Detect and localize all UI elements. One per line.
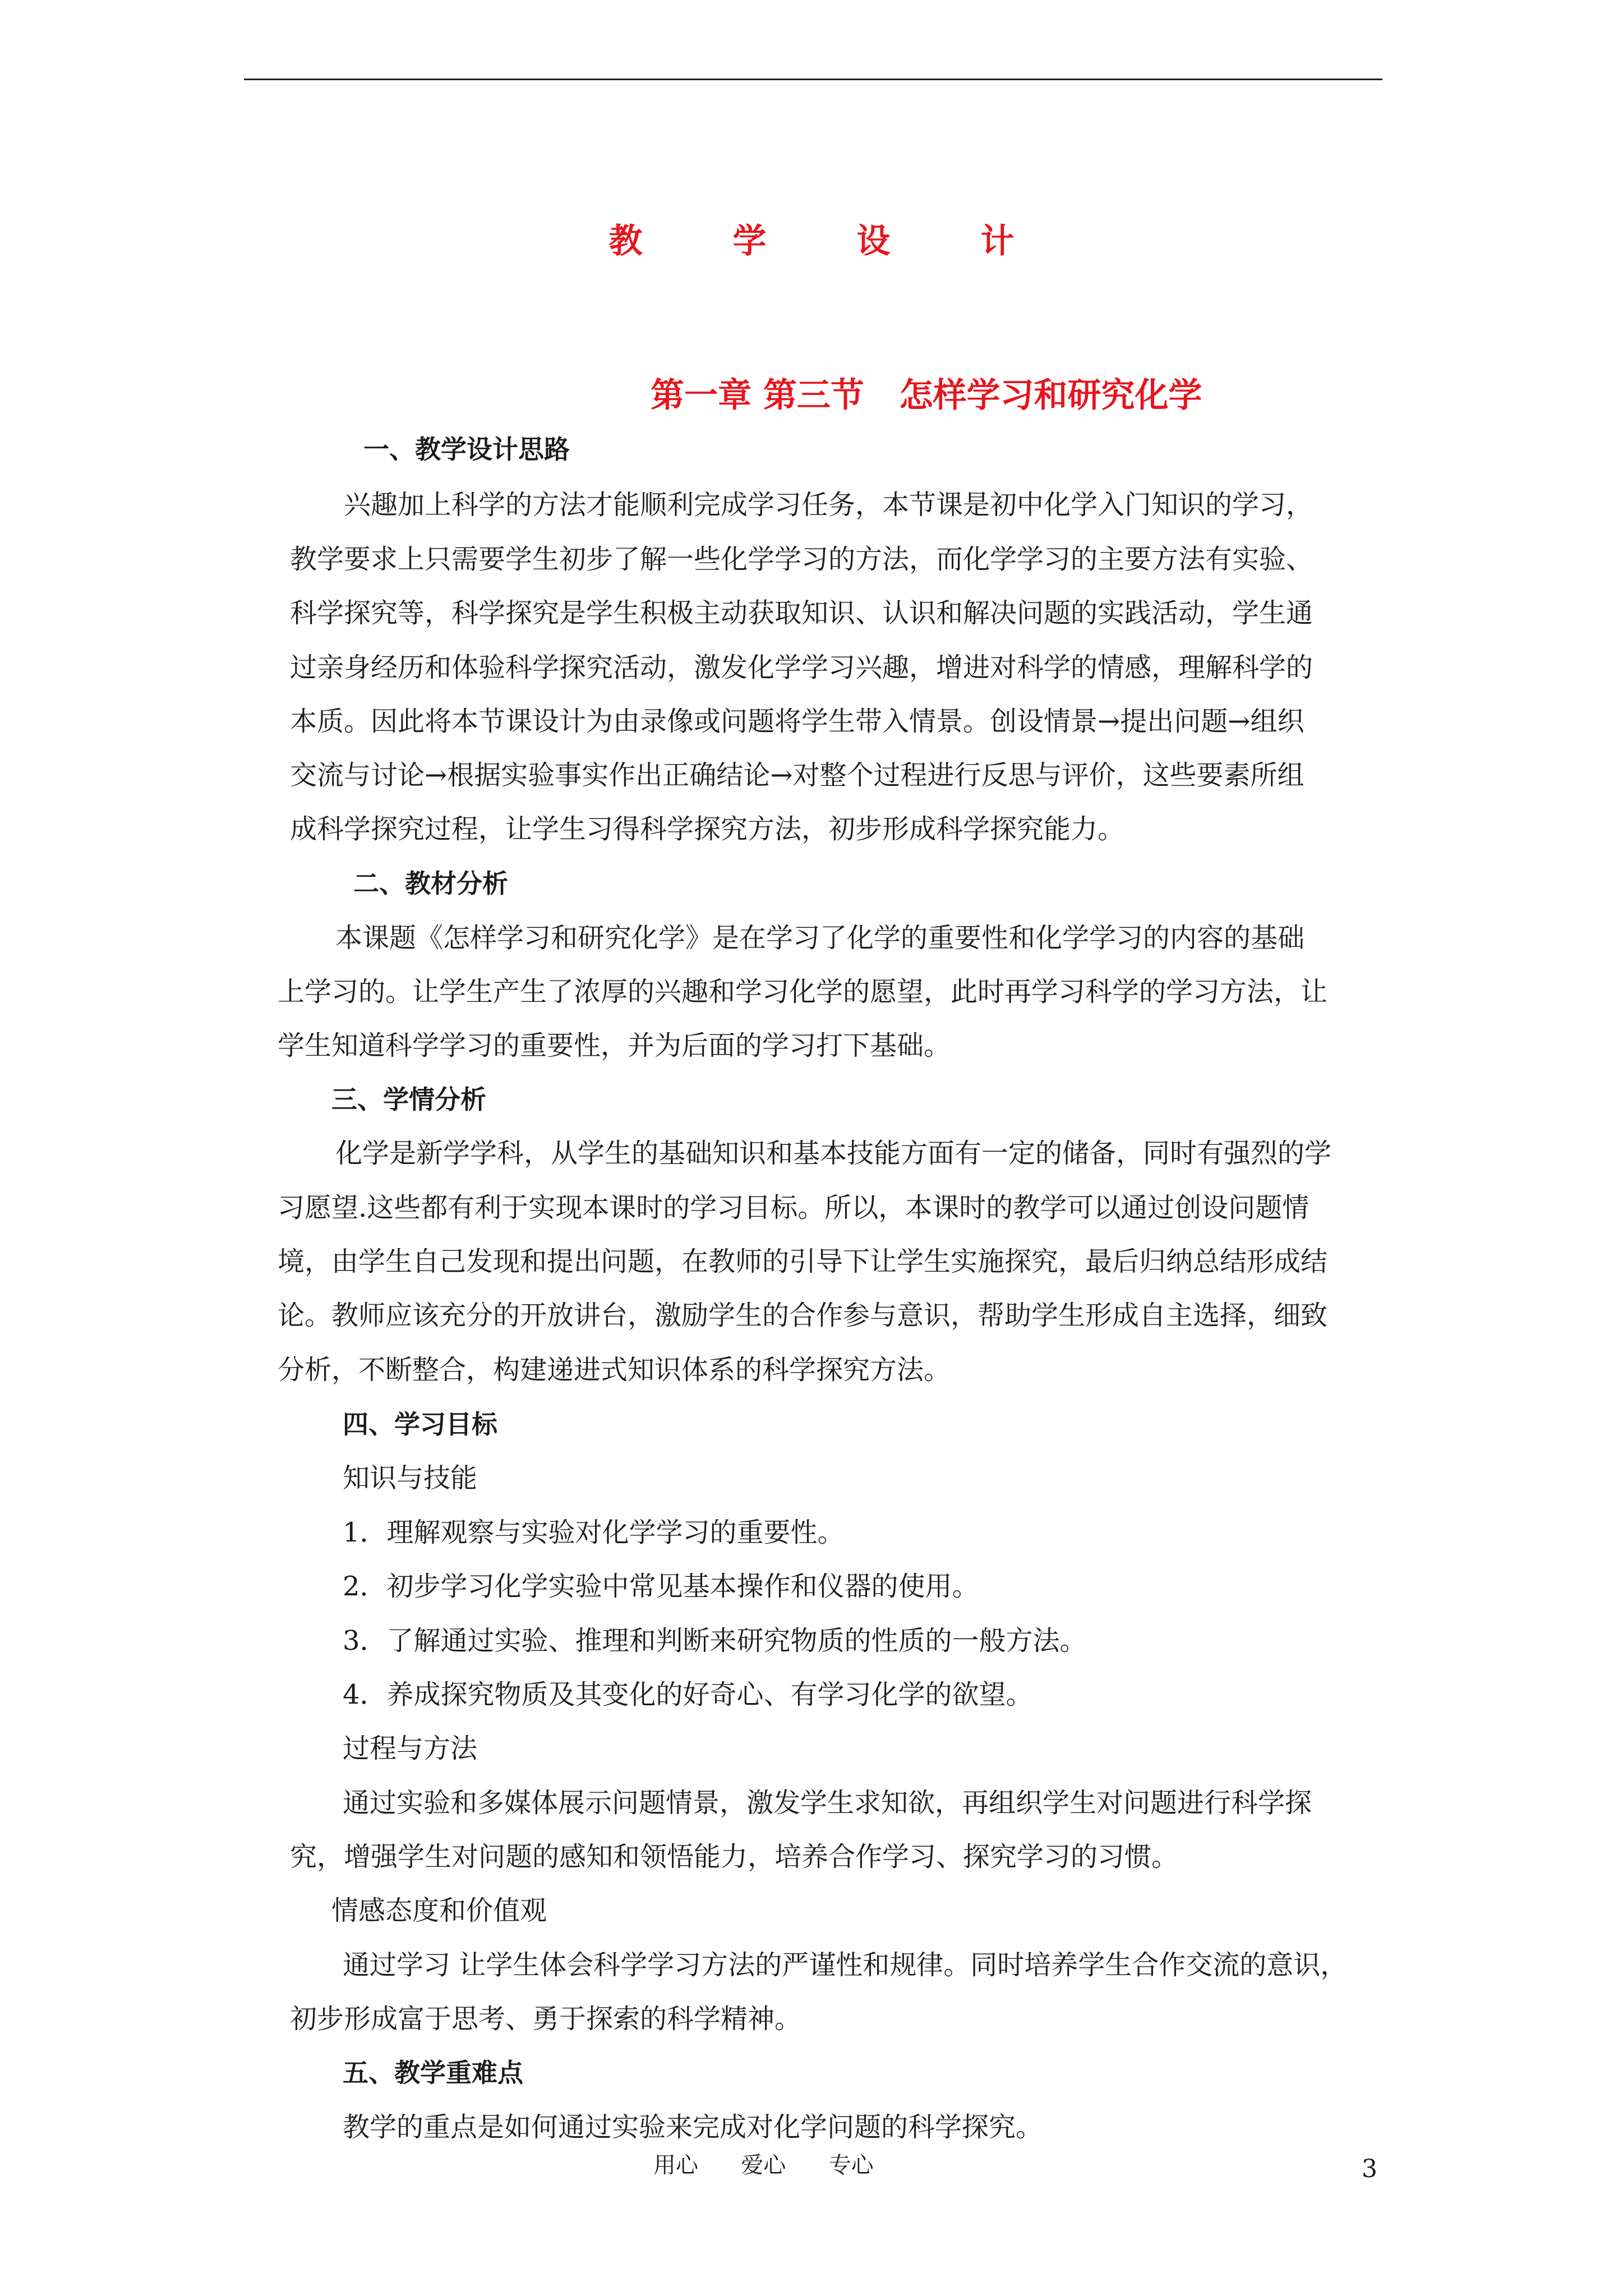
paragraph-line: 通过实验和多媒体展示问题情景，激发学生求知欲，再组织学生对问题进行科学探 bbox=[343, 1787, 1312, 1819]
paragraph-line: 习愿望.这些都有利于实现本课时的学习目标。所以，本课时的教学可以通过创设问题情 bbox=[278, 1192, 1310, 1223]
paragraph-line: 教学要求上只需要学生初步了解一些化学学习的方法，而化学学习的主要方法有实验、 bbox=[290, 544, 1313, 575]
section-heading-design-approach: 一、教学设计思路 bbox=[363, 434, 570, 464]
paragraph-line: 上学习的。让学生产生了浓厚的兴趣和学习化学的愿望，此时再学习科学的学习方法，让 bbox=[278, 976, 1328, 1007]
paragraph-line: 究，增强学生对问题的感知和领悟能力，培养合作学习、探究学习的习惯。 bbox=[290, 1841, 1179, 1872]
paragraph-line: 兴趣加上科学的方法才能顺利完成学习任务，本节课是初中化学入门知识的学习， bbox=[344, 489, 1313, 521]
section-heading-material-analysis: 二、教材分析 bbox=[353, 868, 508, 899]
paragraph-line: 境，由学生自己发现和提出问题，在教师的引导下让学生实施探究，最后归纳总结形成结 bbox=[278, 1246, 1328, 1277]
chapter-title: 第一章 第三节 怎样学习和研究化学 bbox=[651, 376, 1202, 415]
paragraph-line: 分析，不断整合，构建递进式知识体系的科学探究方法。 bbox=[278, 1354, 951, 1386]
paragraph-line: 通过学习 让学生体会科学学习方法的严谨性和规律。同时培养学生合作交流的意识， bbox=[343, 1949, 1348, 1981]
paragraph-line: 过亲身经历和体验科学探究活动，激发化学学习兴趣，增进对科学的情感，理解科学的 bbox=[290, 652, 1313, 683]
paragraph-line: 论。教师应该充分的开放讲台，激励学生的合作参与意识，帮助学生形成自主选择，细致 bbox=[278, 1300, 1328, 1331]
subheading-emotion-values: 情感态度和价值观 bbox=[331, 1895, 547, 1926]
paragraph-line: 初步形成富于思考、勇于探索的科学精神。 bbox=[290, 2003, 802, 2035]
subheading-process-methods: 过程与方法 bbox=[343, 1733, 478, 1764]
section-heading-key-difficulties: 五、教学重难点 bbox=[343, 2058, 523, 2088]
header-rule bbox=[244, 79, 1382, 80]
document-title: 教 学 设 计 bbox=[608, 222, 1054, 261]
footer-motto: 用心 爱心 专心 bbox=[653, 2152, 874, 2178]
page-number: 3 bbox=[1362, 2155, 1377, 2183]
objective-item: 4．养成探究物质及其变化的好奇心、有学习化学的欲望。 bbox=[343, 1679, 1033, 1710]
section-heading-student-analysis: 三、学情分析 bbox=[331, 1084, 486, 1115]
paragraph-line: 教学的重点是如何通过实验来完成对化学问题的科学探究。 bbox=[343, 2111, 1043, 2143]
paragraph-line: 成科学探究过程，让学生习得科学探究方法，初步形成科学探究能力。 bbox=[290, 813, 1125, 845]
paragraph-line: 学生知道科学学习的重要性，并为后面的学习打下基础。 bbox=[278, 1030, 951, 1061]
section-heading-learning-objectives: 四、学习目标 bbox=[343, 1409, 497, 1439]
objective-item: 1．理解观察与实验对化学学习的重要性。 bbox=[343, 1517, 845, 1548]
paragraph-line: 科学探究等，科学探究是学生积极主动获取知识、认识和解决问题的实践活动，学生通 bbox=[290, 597, 1313, 629]
subheading-knowledge-skills: 知识与技能 bbox=[343, 1462, 478, 1494]
paragraph-line: 化学是新学学科，从学生的基础知识和基本技能方面有一定的储备，同时有强烈的学 bbox=[335, 1138, 1332, 1169]
paragraph-line: 本质。因此将本节课设计为由录像或问题将学生带入情景。创设情景→提出问题→组织 bbox=[290, 706, 1304, 737]
paragraph-line: 本课题《怎样学习和研究化学》是在学习了化学的重要性和化学学习的内容的基础 bbox=[335, 922, 1305, 954]
objective-item: 2．初步学习化学实验中常见基本操作和仪器的使用。 bbox=[343, 1571, 979, 1602]
paragraph-line: 交流与讨论→根据实验事实作出正确结论→对整个过程进行反思与评价，这些要素所组 bbox=[290, 760, 1304, 791]
objective-item: 3．了解通过实验、推理和判断来研究物质的性质的一般方法。 bbox=[343, 1625, 1087, 1657]
